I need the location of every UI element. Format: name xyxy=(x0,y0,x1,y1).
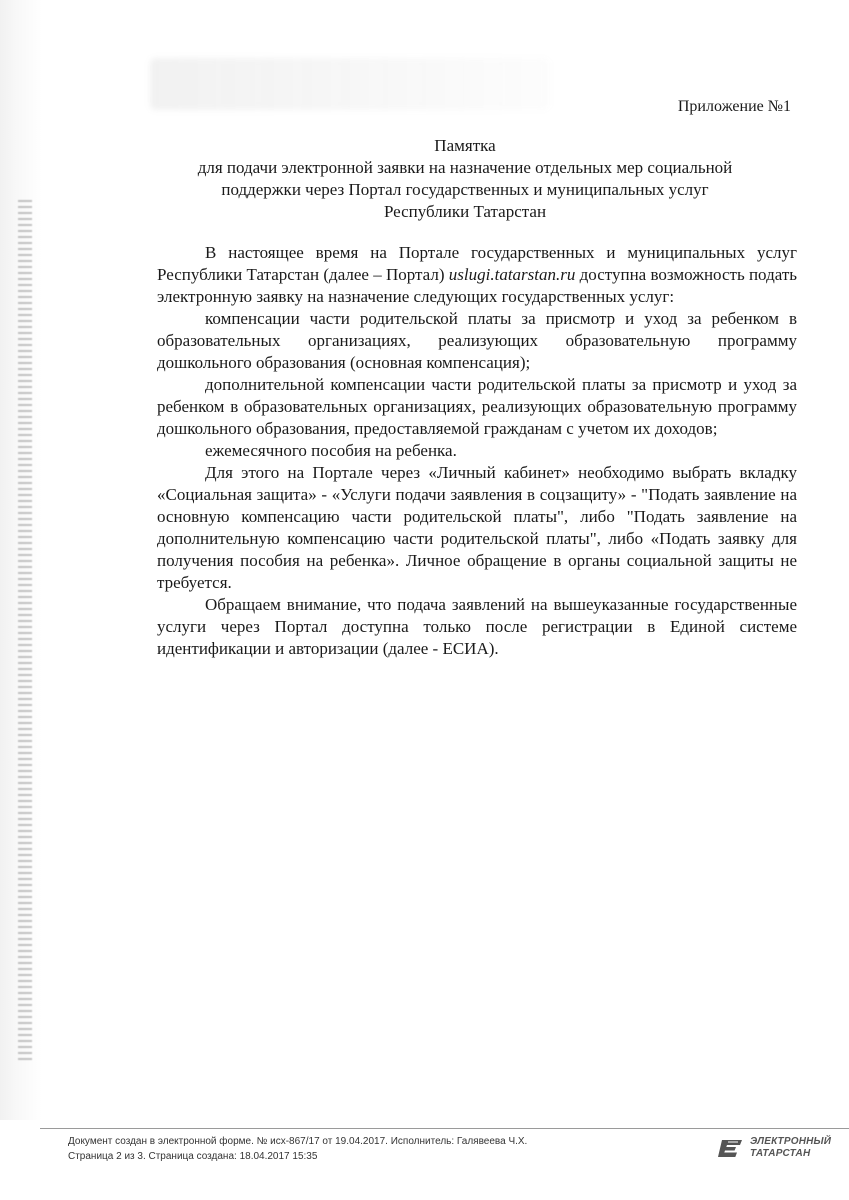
footer-document-info: Документ создан в электронной форме. № исх-867/17 от 19.04.2017. Исполнитель: Галявеева Ч.Х. xyxy=(68,1136,528,1147)
logo-mark-icon xyxy=(718,1137,744,1159)
document-title xyxy=(150,135,780,223)
paragraph-additional-compensation: дополнительной компенсации части родительской платы за присмотр и уход за ребенком в образовательных организациях, реализующих образовательную программу дошкольного образования, предоставляемой гражданам с учетом их доходов; xyxy=(157,375,797,438)
logo-text-line-1: ЭЛЕКТРОННЫЙ xyxy=(750,1136,832,1147)
title-line-3: поддержки через Портал государственных и муниципальных услуг xyxy=(221,180,709,199)
portal-url-link[interactable]: uslugi.tatarstan.ru xyxy=(448,265,576,284)
footer-divider xyxy=(40,1128,849,1129)
electronic-tatarstan-logo xyxy=(718,1132,834,1164)
document-body xyxy=(157,242,797,660)
logo-text xyxy=(750,1136,831,1160)
title-line-1: Памятка xyxy=(434,136,496,155)
appendix-label: Приложение №1 xyxy=(677,98,791,115)
paragraph-intro-end: доступна возможность подать электронную заявку на назначение следующих государственных услуг: xyxy=(157,265,798,306)
paragraph-instructions: Для этого на Портале через «Личный кабинет» необходимо выбрать вкладку «Социальная защита» - «Услуги подачи заявления в соцзащиту» - "Подать заявление на основную компенсацию части родительской платы", либо "Подать заявление на дополнительную компенсацию части родительской платы", либо «Подать заявку для получения пособия на ребенка». Личное обращение в органы социальной защиты не требуется. xyxy=(157,463,797,592)
footer-page-info: Страница 2 из 3. Страница создана: 18.04.2017 15:35 xyxy=(68,1151,318,1162)
paragraph-child-allowance: ежемесячного пособия на ребенка. xyxy=(205,441,457,460)
title-line-2: для подачи электронной заявки на назначение отдельных мер социальной xyxy=(197,158,733,177)
paragraph-basic-compensation: компенсации части родительской платы за присмотр и уход за ребенком в образовательных организациях, реализующих образовательную программу дошкольного образования (основная компенсация); xyxy=(157,309,797,372)
paragraph-intro-start: В настоящее время на Портале государственных и муниципальных услуг Республики Татарстан (далее – Портал) xyxy=(157,243,797,284)
title-line-4: Республики Татарстан xyxy=(383,202,547,221)
bleed-through-ghost xyxy=(150,58,550,110)
logo-text-line-2: ТАТАРСТАН xyxy=(750,1148,811,1159)
scan-shadow-edge xyxy=(0,0,42,1120)
paragraph-intro xyxy=(157,242,797,308)
footer-info xyxy=(68,1134,527,1164)
paragraph-esia-notice: Обращаем внимание, что подача заявлений на вышеуказанные государственные услуги через Портал доступна только после регистрации в Единой системе идентификации и авторизации (далее - ЕСИА). xyxy=(157,595,797,658)
